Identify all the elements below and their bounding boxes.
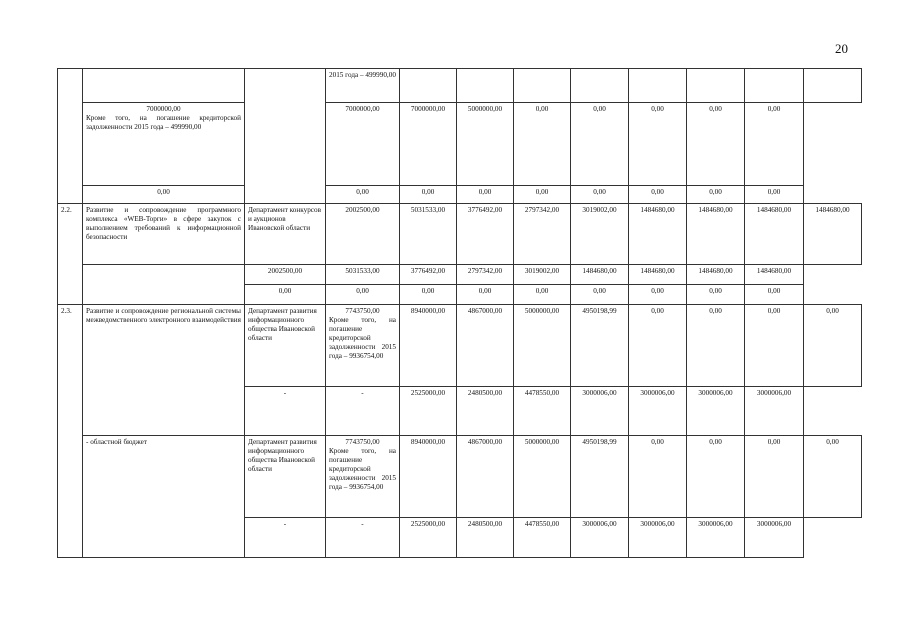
year-value-cell: 0,00 (571, 186, 629, 204)
year-value-cell: 7000000,00 (326, 103, 400, 186)
row-index: 2.3. (58, 305, 83, 558)
first-year-value: 2002500,00 (267, 267, 303, 275)
row-index (58, 69, 83, 204)
year-value-cell: 0,00 (687, 305, 745, 387)
year-value-cell: 1484680,00 (629, 265, 687, 285)
year-value-cell: 3776492,00 (400, 265, 457, 285)
year-value-cell: 0,00 (514, 186, 571, 204)
year-value-cell: 4867000,00 (457, 305, 514, 387)
year-value-cell: 0,00 (745, 285, 804, 305)
row-executor: Департамент развития информационного общества Ивановской области (245, 436, 326, 518)
table-row (58, 305, 862, 387)
year-value-cell (400, 69, 457, 103)
year-value-cell: 1484680,00 (687, 204, 745, 265)
row-executor (245, 69, 326, 204)
year-value-cell (457, 69, 514, 103)
first-year-value: 2002500,00 (345, 206, 380, 214)
year-value-cell: 0,00 (326, 186, 400, 204)
budget-table (57, 68, 862, 558)
row-executor: Департамент конкурсов и аукционов Ивановской области (245, 204, 326, 265)
first-year-cell (245, 285, 326, 305)
year-value-cell: 2480500,00 (457, 387, 514, 436)
year-value-cell: 3000006,00 (745, 387, 804, 436)
year-value-cell: 0,00 (400, 285, 457, 305)
year-value-cell: 0,00 (687, 285, 745, 305)
year-value-cell: 0,00 (629, 436, 687, 518)
row-index: 2.2. (58, 204, 83, 305)
year-value-cell: 0,00 (629, 186, 687, 204)
first-year-note: Кроме того, на погашение кредиторской задолженности 2015 года – 9936754,00 (329, 316, 396, 360)
year-value-cell (745, 69, 804, 103)
first-year-cell (245, 265, 326, 285)
year-value-cell: 5031533,00 (400, 204, 457, 265)
year-value-cell: 1484680,00 (745, 265, 804, 285)
year-value-cell: 3000006,00 (745, 518, 804, 558)
year-value-cell: 0,00 (745, 436, 804, 518)
row-name: - областной бюджет (83, 436, 245, 558)
year-value-cell (804, 69, 862, 103)
year-value-cell: 0,00 (745, 103, 804, 186)
year-value-cell: 2797342,00 (457, 265, 514, 285)
year-value-cell: 0,00 (687, 186, 745, 204)
first-year-cell (83, 186, 245, 204)
year-value-cell: - (326, 387, 400, 436)
table-row (58, 103, 862, 186)
page-number: 20 (835, 41, 848, 56)
year-value-cell: 3000006,00 (571, 518, 629, 558)
year-value-cell: 0,00 (687, 103, 745, 186)
year-value-cell: 4478550,00 (514, 387, 571, 436)
table-row (58, 204, 862, 265)
year-value-cell: 0,00 (687, 436, 745, 518)
table-body (58, 69, 862, 558)
first-year-note: Кроме того, на погашение кредиторской задолженности 2015 года – 499990,00 (86, 114, 241, 131)
year-value-cell: 3000006,00 (687, 387, 745, 436)
year-value-cell: 5031533,00 (326, 265, 400, 285)
row-name: Развитие и сопровождение программного комплекса «WEB-Торги» в сфере закупок с выполнением требований к информационной безопасности (83, 204, 245, 265)
year-value-cell: 7000000,00 (400, 103, 457, 186)
year-value-cell: 0,00 (629, 305, 687, 387)
year-value-cell: 0,00 (804, 436, 862, 518)
table-row (58, 436, 862, 518)
first-year-value: 0,00 (157, 188, 170, 196)
row-name (83, 69, 245, 103)
first-year-cell (245, 518, 326, 558)
year-value-cell: 2797342,00 (514, 204, 571, 265)
year-value-cell: 1484680,00 (629, 204, 687, 265)
first-year-note: Кроме того, на погашение кредиторской задолженности 2015 года – 9936754,00 (329, 447, 396, 491)
year-value-cell: 5000000,00 (514, 436, 571, 518)
year-value-cell: 4478550,00 (514, 518, 571, 558)
year-value-cell: 0,00 (629, 103, 687, 186)
year-value-cell: 0,00 (745, 305, 804, 387)
year-value-cell: 4950198,99 (571, 305, 629, 387)
year-value-cell: 3019002,00 (514, 265, 571, 285)
year-value-cell: 8940000,00 (400, 436, 457, 518)
year-value-cell: 0,00 (514, 103, 571, 186)
table-row (58, 186, 862, 204)
year-value-cell: 3000006,00 (629, 518, 687, 558)
first-year-value: 7000000,00 (146, 105, 181, 113)
first-year-value: 0,00 (278, 287, 292, 295)
year-value-cell (629, 69, 687, 103)
year-value-cell: 2525000,00 (400, 387, 457, 436)
first-year-cell (326, 436, 400, 518)
first-year-value: - (283, 520, 287, 528)
year-value-cell: 0,00 (629, 285, 687, 305)
year-value-cell: 0,00 (804, 305, 862, 387)
year-value-cell: 0,00 (571, 285, 629, 305)
year-value-cell: 5000000,00 (457, 103, 514, 186)
year-value-cell (571, 69, 629, 103)
year-value-cell (514, 69, 571, 103)
first-year-note: 2015 года – 499990,00 (329, 71, 396, 79)
year-value-cell: 0,00 (326, 285, 400, 305)
year-value-cell: 3019002,00 (571, 204, 629, 265)
year-value-cell: 1484680,00 (804, 204, 862, 265)
first-year-value: 7743750,00 (345, 438, 380, 446)
year-value-cell: 4867000,00 (457, 436, 514, 518)
first-year-cell (326, 305, 400, 387)
year-value-cell: 1484680,00 (745, 204, 804, 265)
first-year-cell (326, 69, 400, 103)
year-value-cell: 0,00 (745, 186, 804, 204)
year-value-cell: 1484680,00 (571, 265, 629, 285)
year-value-cell: 2525000,00 (400, 518, 457, 558)
first-year-cell (245, 387, 326, 436)
table-row (58, 265, 862, 285)
year-value-cell: 0,00 (514, 285, 571, 305)
row-name: Развитие и сопровождение региональной системы межведомственного электронного взаимодействия (83, 305, 245, 436)
table-row (58, 69, 862, 103)
first-year-value: 7743750,00 (345, 307, 380, 315)
year-value-cell: 0,00 (400, 186, 457, 204)
first-year-value: - (283, 389, 287, 397)
year-value-cell: 0,00 (457, 285, 514, 305)
year-value-cell: 1484680,00 (687, 265, 745, 285)
year-value-cell: 3000006,00 (629, 387, 687, 436)
year-value-cell: 4950198,99 (571, 436, 629, 518)
year-value-cell: 3776492,00 (457, 204, 514, 265)
year-value-cell (687, 69, 745, 103)
row-executor: Департамент развития информационного общества Ивановской области (245, 305, 326, 387)
year-value-cell: 2480500,00 (457, 518, 514, 558)
year-value-cell: 0,00 (571, 103, 629, 186)
year-value-cell: 3000006,00 (571, 387, 629, 436)
year-value-cell: 0,00 (457, 186, 514, 204)
year-value-cell: 8940000,00 (400, 305, 457, 387)
year-value-cell: - (326, 518, 400, 558)
first-year-cell (83, 103, 245, 186)
first-year-cell (326, 204, 400, 265)
row-executor (83, 265, 245, 305)
year-value-cell: 3000006,00 (687, 518, 745, 558)
year-value-cell: 5000000,00 (514, 305, 571, 387)
